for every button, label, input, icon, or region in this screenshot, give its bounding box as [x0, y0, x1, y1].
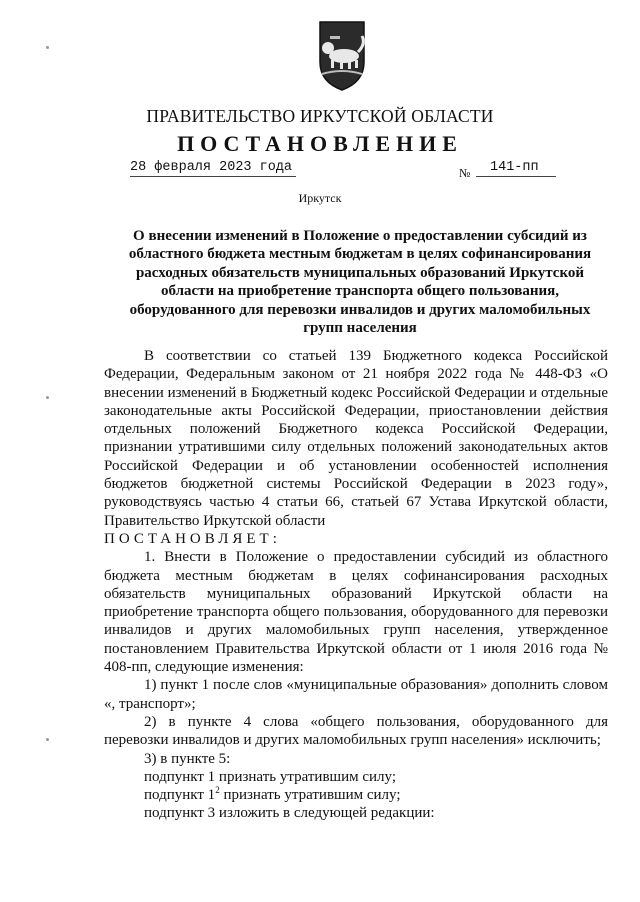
subitem-3b-text: подпункт 1: [144, 787, 216, 804]
number-label: №: [459, 166, 471, 180]
document-date: 28 февраля 2023 года: [130, 160, 296, 177]
subitem-3b: [144, 786, 608, 804]
subitem-3b-superscript: 2: [215, 785, 220, 796]
preamble-paragraph: В соответствии со статьей 139 Бюджетного кодекса Российской Федерации, Федеральным законом от 21 ноября 2022 года № 448-ФЗ «О внесении изменений в Бюджетный кодекс Российской Федерации и отдельные законодательные акты Российской Федерации, приостановлении действия отдельных положений Бюджетного кодекса Российской Федерации, признании утратившими силу отдельных положений законодательных актов Российской Федерации и об установлении особенностей исполнения бюджетов бюджетной системы Российской Федерации в 2023 году», руководствуясь частью 4 статьи 66, статьей 67 Устава Иркутской области, Правительство Иркутской области: [104, 348, 608, 529]
subitem-2: 2) в пункте 4 слова «общего пользования, оборудованного для перевозки инвалидов и других маломобильных групп населения» исключить;: [104, 713, 608, 749]
subitem-3c: подпункт 3 изложить в следующей редакции:: [144, 805, 435, 822]
organization-name: ПРАВИТЕЛЬСТВО ИРКУТСКОЙ ОБЛАСТИ: [146, 106, 494, 126]
subitem-3a: подпункт 1 признать утратившим силу;: [144, 768, 396, 785]
scan-mark: [46, 396, 49, 399]
subitem-1: 1) пункт 1 после слов «муниципальные образования» дополнить словом «, транспорт»;: [104, 677, 608, 712]
scan-mark: [46, 46, 49, 49]
subitem-3b-rest: признать утратившим силу;: [219, 787, 401, 804]
document-type: ПОСТАНОВЛЕНИЕ: [177, 131, 463, 156]
scan-mark: [46, 738, 49, 741]
document-city: Иркутск: [298, 191, 342, 205]
irkutsk-coat-of-arms-icon: [314, 18, 370, 92]
decree-word: ПОСТАНОВЛЯЕТ:: [104, 530, 281, 547]
subitem-3: 3) в пункте 5:: [144, 750, 231, 767]
document-title: О внесении изменений в Положение о предоставлении субсидий из областного бюджета местным бюджетам в целях софинансирования расходных обязательств муниципальных образований Иркутской области на приобретение транспорта общего пользования, оборудованного для перевозки инвалидов и других маломобильных групп населения: [128, 228, 592, 337]
document-number: 141-пп: [476, 160, 556, 177]
item-1-paragraph: 1. Внести в Положение о предоставлении субсидий из областного бюджета местным бюджетам в целях софинансирования расходных обязательств муниципальных образований Иркутской области на приобретение транспорта общего пользования, оборудованного для перевозки инвалидов и других маломобильных групп населения, утвержденное постановлением Правительства Иркутской области от 1 июля 2016 года № 408-пп, следующие изменения:: [104, 549, 608, 676]
document-body: [104, 347, 608, 823]
